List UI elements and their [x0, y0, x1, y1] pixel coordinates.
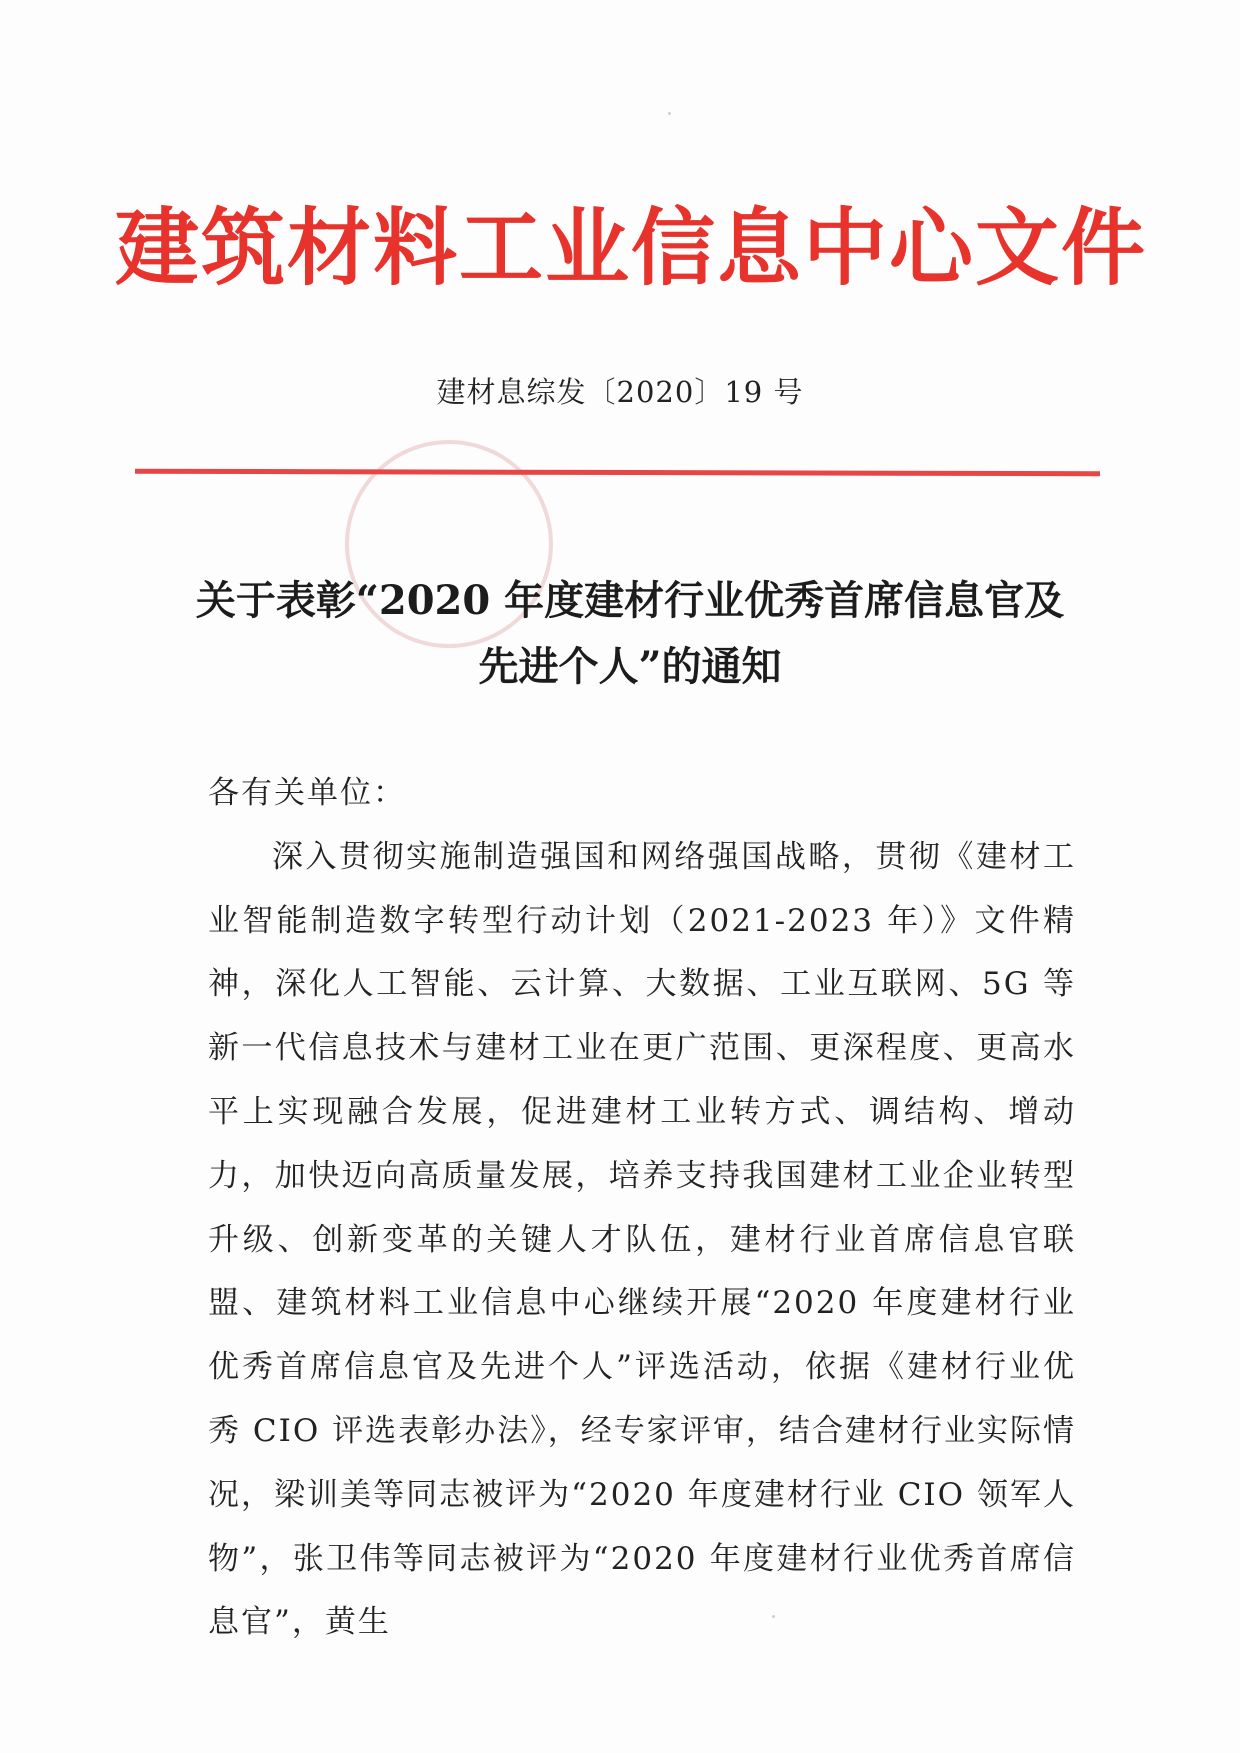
scan-speck [668, 112, 671, 115]
notice-body [208, 762, 1076, 1655]
salutation: 各有关单位： [208, 775, 406, 811]
body-paragraph: 深入贯彻实施制造强国和网络强国战略，贯彻《建材工业智能制造数字转型行动计划（2021-2023 年）》文件精神，深化人工智能、云计算、大数据、工业互联网、5G 等新一代信息技术与建材工业在更广范围、更深程度、更高水平上实现融合发展，促进建材工业转方式、调结构、增动力，加快迈向高质量发展，培养支持我国建材工业企业转型升级、创新变革的关键人才队伍，建材行业首席信息官联盟、建筑材料工业信息中心继续开展“2020 年度建材行业优秀首席信息官及先进个人”评选活动，依据《建材行业优秀 CIO 评选表彰办法》，经专家评审，结合建材行业实际情况，梁训美等同志被评为“2020 年度建材行业 CIO 领军人物”，张卫伟等同志被评为“2020 年度建材行业优秀首席信息官”，黄生 [208, 838, 1076, 1641]
red-divider-line [135, 469, 1100, 477]
notice-title: 关于表彰“2020 年度建材行业优秀首席信息官及先进个人”的通知 [195, 577, 1065, 690]
scan-speck [772, 1615, 775, 1618]
document-masthead: 建筑材料工业信息中心文件 [115, 199, 1148, 297]
document-number: 建材息综发〔2020〕19 号 [436, 375, 804, 409]
